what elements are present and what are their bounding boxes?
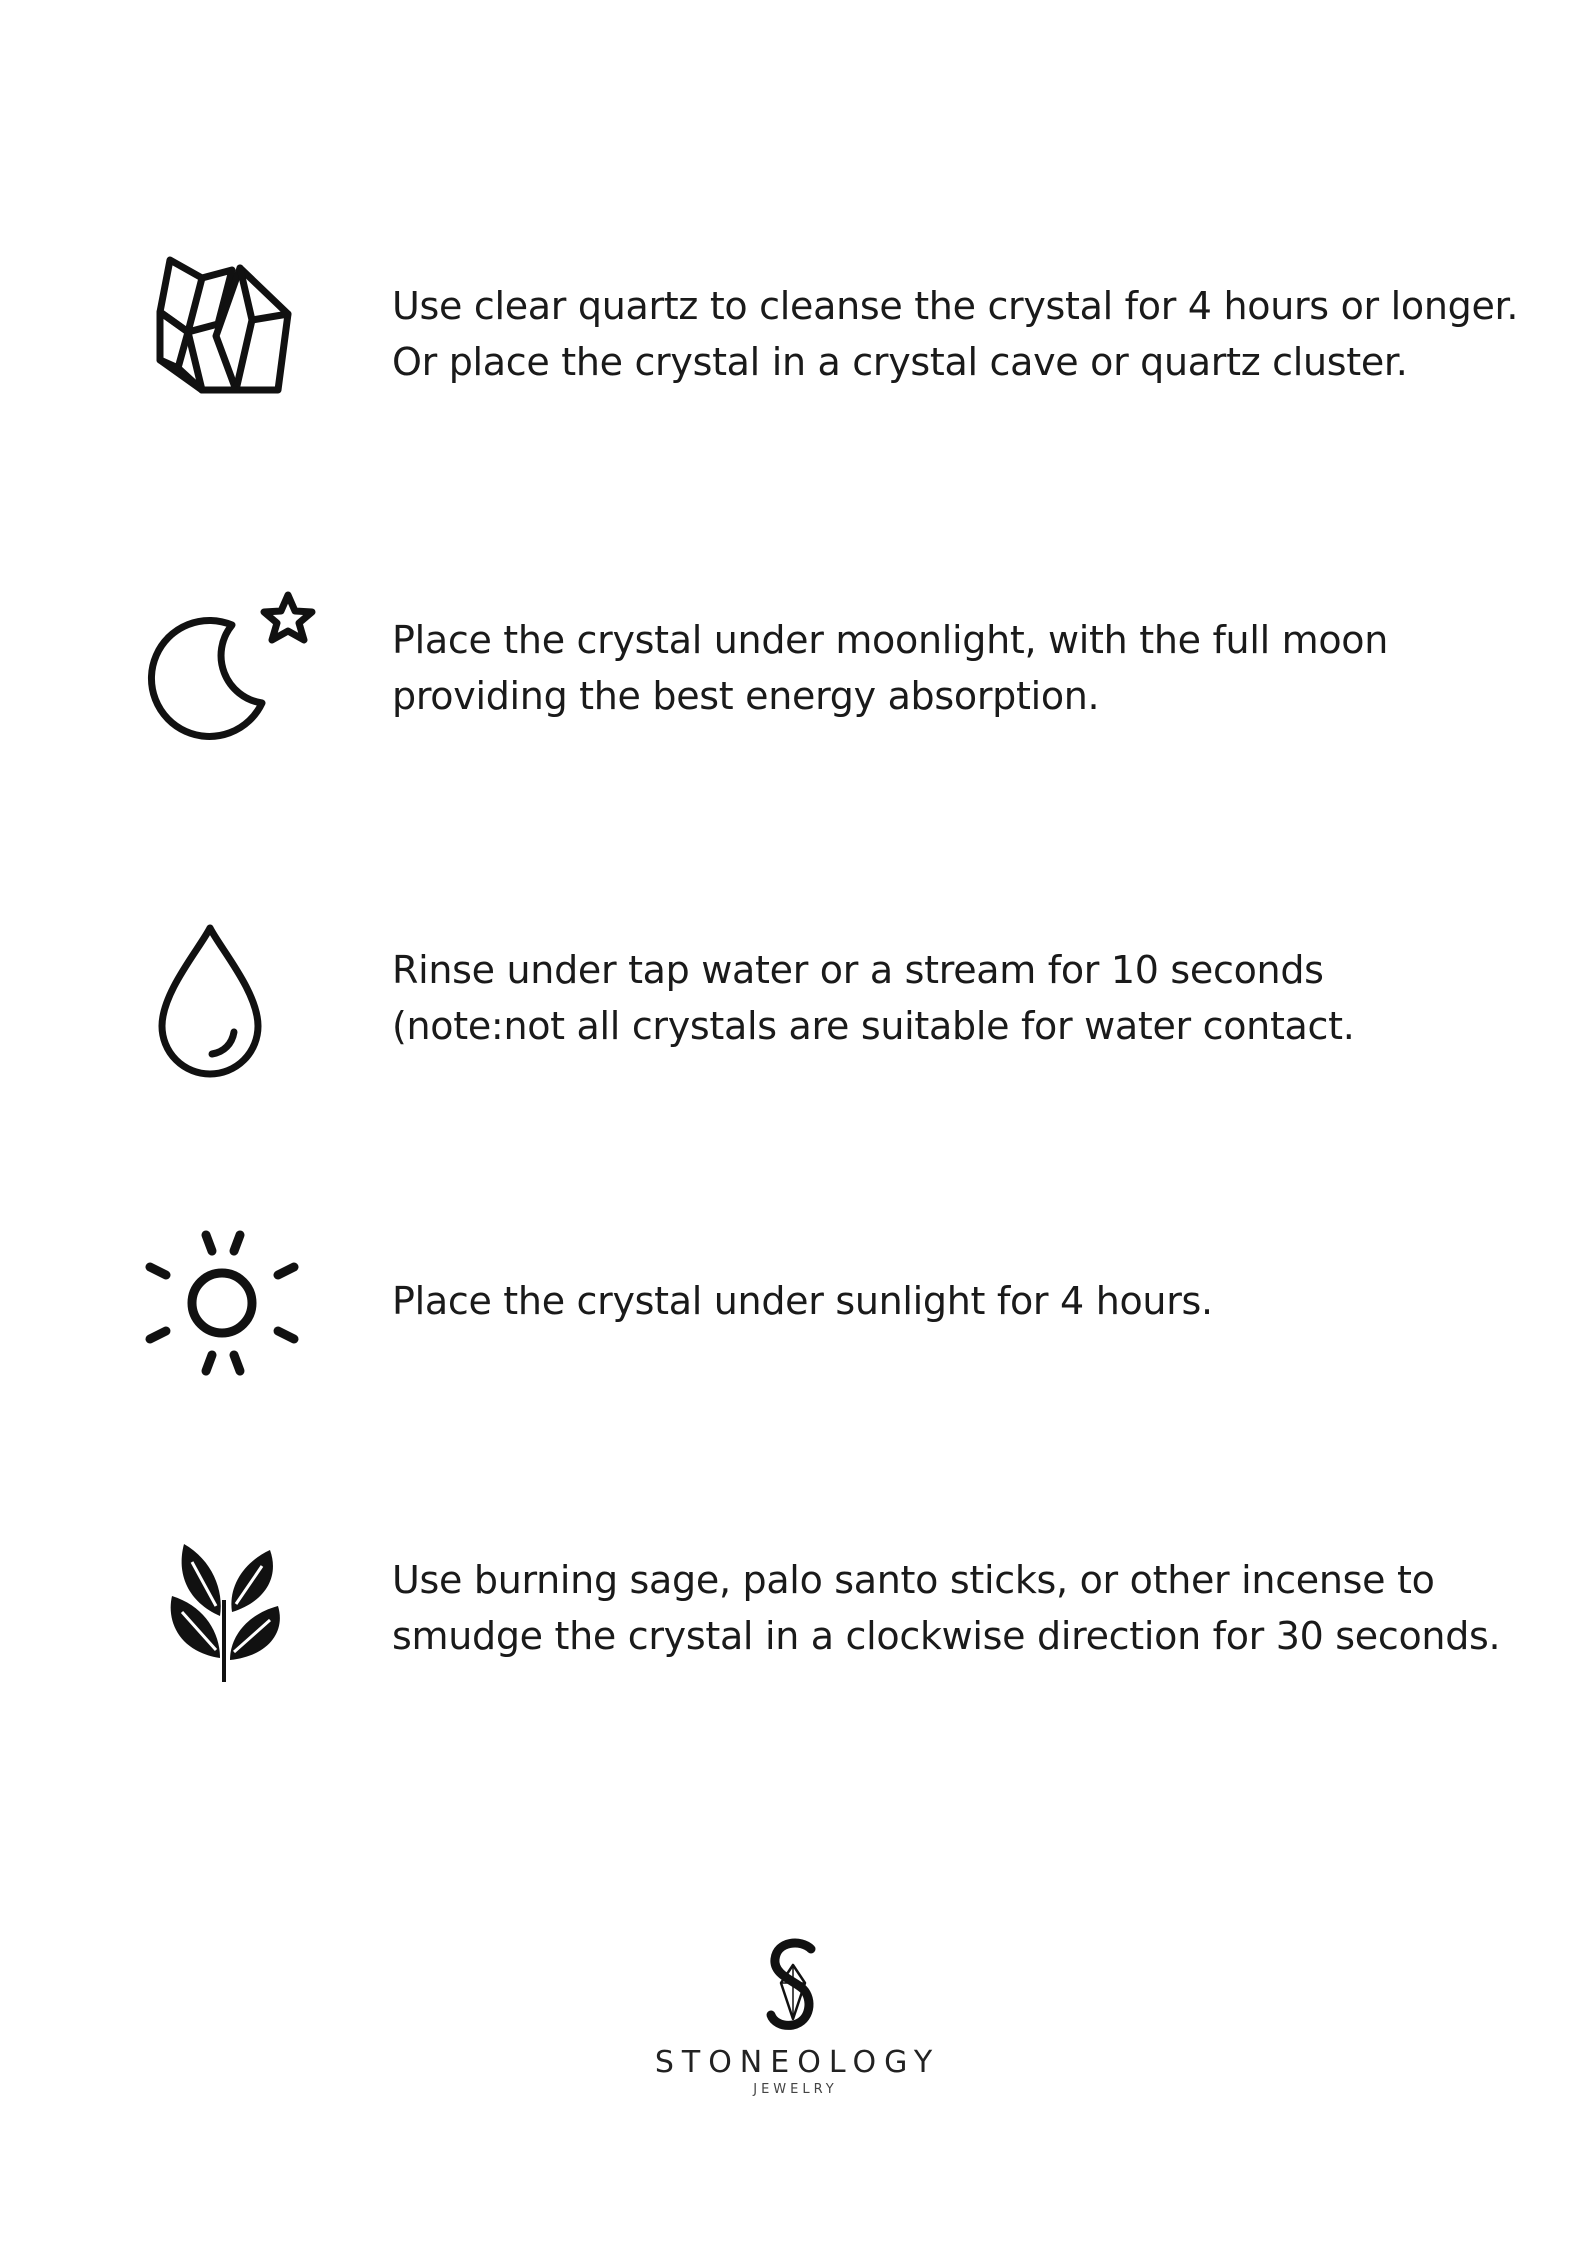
step-text [392, 1273, 1542, 1329]
step-text [392, 942, 1542, 1054]
step-text [392, 1552, 1542, 1664]
brand-name: STONEOLOGY [654, 2045, 941, 2080]
step-line: smudge the crystal in a clockwise direction for 30 seconds. [392, 1614, 1501, 1658]
moon-star-icon [140, 585, 320, 755]
step-line: Place the crystal under moonlight, with the full moon [392, 618, 1389, 662]
step-line: Place the crystal under sunlight for 4 hours. [392, 1279, 1213, 1323]
crystal-cluster-icon [140, 250, 320, 420]
sun-icon [140, 1225, 320, 1395]
sage-leaf-icon [140, 1540, 320, 1710]
brand-subtitle: JEWELRY [753, 2082, 838, 2097]
brand-logo [0, 1935, 1587, 2097]
stoneology-logo-icon [749, 1935, 839, 2035]
step-line: Or place the crystal in a crystal cave or quartz cluster. [392, 340, 1408, 384]
water-drop-icon [140, 920, 320, 1090]
step-line: providing the best energy absorption. [392, 674, 1100, 718]
step-line: Rinse under tap water or a stream for 10 seconds [392, 948, 1324, 992]
step-line: Use burning sage, palo santo sticks, or other incense to [392, 1558, 1435, 1602]
step-line: Use clear quartz to cleanse the crystal for 4 hours or longer. [392, 284, 1519, 328]
step-text [392, 612, 1542, 724]
step-text [392, 278, 1542, 390]
step-line: (note:not all crystals are suitable for water contact. [392, 1004, 1355, 1048]
